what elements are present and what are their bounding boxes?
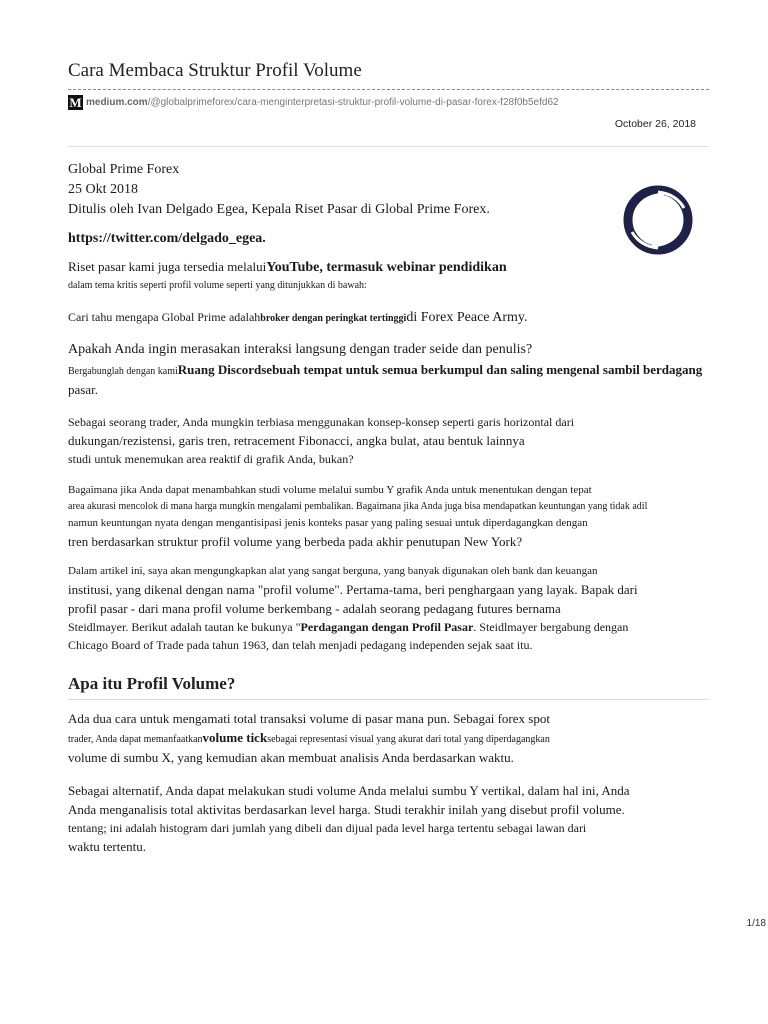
byline — [68, 160, 748, 220]
byline-date: 25 Okt 2018 — [68, 182, 138, 197]
youtube-link[interactable]: YouTube, termasuk webinar pendidikan — [266, 260, 507, 275]
p4-line-2-suffix: sebagai representasi visual yang akurat dari total yang diperdagangkan — [267, 734, 550, 745]
p4-line-2-prefix: trader, Anda dapat memanfaatkan — [68, 734, 203, 745]
p3-line-4-suffix: . Steidlmayer bergabung dengan — [473, 620, 629, 634]
join-prefix: Bergabunglah dengan kami — [68, 366, 178, 377]
p2-line-1: Bagaimana jika Anda dapat menambahkan studi volume melalui sumbu Y grafik Anda untuk menentukan dengan tepat — [68, 484, 592, 496]
p4-line-1: Ada dua cara untuk mengamati total transaksi volume di pasar mana pun. Sebagai forex spot — [68, 711, 550, 726]
medium-logo-icon: M — [69, 95, 82, 110]
p3-line-3: profil pasar - dari mana profil volume berkembang - adalah seorang pedagang futures bernama — [68, 601, 561, 616]
volume-tick-link[interactable]: volume tick — [202, 730, 268, 745]
paragraph-1 — [68, 413, 748, 468]
p3-line-4-prefix: Steidlmayer. Berikut adalah tautan ke bukunya " — [68, 620, 301, 634]
p5-line-3: tentang; ini adalah histogram dari jumlah yang dibeli dan dijual pada level harga tertentu sebagai lawan dari — [68, 821, 587, 835]
paragraph-4 — [68, 709, 748, 767]
source-domain[interactable]: medium.com — [86, 97, 148, 108]
broker-rating-link[interactable]: broker dengan peringkat tertinggi — [260, 313, 407, 324]
research-prefix: Riset pasar kami juga tersedia melalui — [68, 259, 267, 274]
p1-line-3: studi untuk menemukan area reaktif di grafik Anda, bukan? — [68, 452, 354, 466]
p2-line-4: tren berdasarkan struktur profil volume yang berbeda pada akhir penutupan New York? — [68, 534, 523, 549]
join-description: sebuah tempat untuk semua berkumpul dan saling mengenal sambil berdagang — [261, 362, 703, 377]
join-line2: pasar. — [68, 382, 98, 397]
page-number: 1/18 — [746, 918, 766, 929]
why-prefix: Cari tahu mengapa Global Prime adalah — [68, 310, 261, 324]
p2-line-2: area akurasi mencolok di mana harga mungkin mengalami pembalikan. Bagaimana jika Anda juga bisa mendapatkan keuntungan yang tidak adil — [68, 501, 648, 512]
publish-date: October 26, 2018 — [614, 118, 696, 130]
header-divider — [68, 146, 709, 147]
discord-paragraph — [68, 340, 748, 399]
p4-line-3: volume di sumbu X, yang kemudian akan membuat analisis Anda berdasarkan waktu. — [68, 750, 514, 765]
paragraph-3 — [68, 563, 748, 654]
book-link[interactable]: Perdagangan dengan Profil Pasar — [300, 620, 474, 634]
source-link[interactable] — [68, 95, 559, 110]
article-body — [68, 160, 748, 856]
why-paragraph — [68, 308, 748, 328]
interact-question: Apakah Anda ingin merasakan interaksi langsung dengan trader seide dan penulis? — [68, 342, 533, 357]
p5-line-1: Sebagai alternatif, Anda dapat melakukan studi volume Anda melalui sumbu Y vertikal, dalam hal ini, Anda — [68, 783, 630, 798]
twitter-link[interactable]: https://twitter.com/delgado_egea. — [68, 231, 266, 246]
p1-line-2: dukungan/rezistensi, garis tren, retracement Fibonacci, angka bulat, atau bentuk lainnya — [68, 433, 525, 448]
title-divider — [68, 89, 709, 90]
p5-line-2: Anda menganalisis total aktivitas berdasarkan level harga. Studi terakhir inilah yang disebut profil volume. — [68, 802, 625, 817]
research-line2: dalam tema kritis seperti profil volume seperti yang ditunjukkan di bawah: — [68, 280, 367, 291]
page-title: Cara Membaca Struktur Profil Volume — [68, 60, 362, 81]
p1-line-1: Sebagai seorang trader, Anda mungkin terbiasa menggunakan konsep-konsep seperti garis horizontal dari — [68, 415, 575, 429]
why-suffix: di Forex Peace Army. — [406, 310, 528, 325]
publisher-name: Global Prime Forex — [68, 162, 180, 177]
section-divider — [68, 699, 709, 700]
paragraph-5 — [68, 781, 748, 856]
section-volume-profile — [68, 672, 748, 700]
source-path[interactable]: /@globalprimeforex/cara-menginterpretasi-struktur-profil-volume-di-pasar-forex-f28f0b5efd62 — [147, 97, 559, 108]
paragraph-2 — [68, 482, 748, 551]
research-paragraph — [68, 257, 748, 294]
p3-line-5: Chicago Board of Trade pada tahun 1963, dan telah menjadi pedagang independen sejak saat itu. — [68, 638, 533, 652]
discord-link[interactable]: Ruang Discord — [177, 362, 262, 377]
p5-line-4: waktu tertentu. — [68, 839, 146, 854]
p2-line-3: namun keuntungan nyata dengan mengantisipasi jenis konteks pasar yang paling sesuai untuk diperdagangkan dengan — [68, 517, 588, 529]
author-line: Ditulis oleh Ivan Delgado Egea, Kepala Riset Pasar di Global Prime Forex. — [68, 202, 490, 217]
p3-line-1: Dalam artikel ini, saya akan mengungkapkan alat yang sangat berguna, yang banyak digunakan oleh bank dan keuangan — [68, 565, 598, 577]
p3-line-2: institusi, yang dikenal dengan nama "profil volume". Pertama-tama, beri penghargaan yang layak. Bapak dari — [68, 582, 638, 597]
section-heading: Apa itu Profil Volume? — [68, 674, 236, 693]
